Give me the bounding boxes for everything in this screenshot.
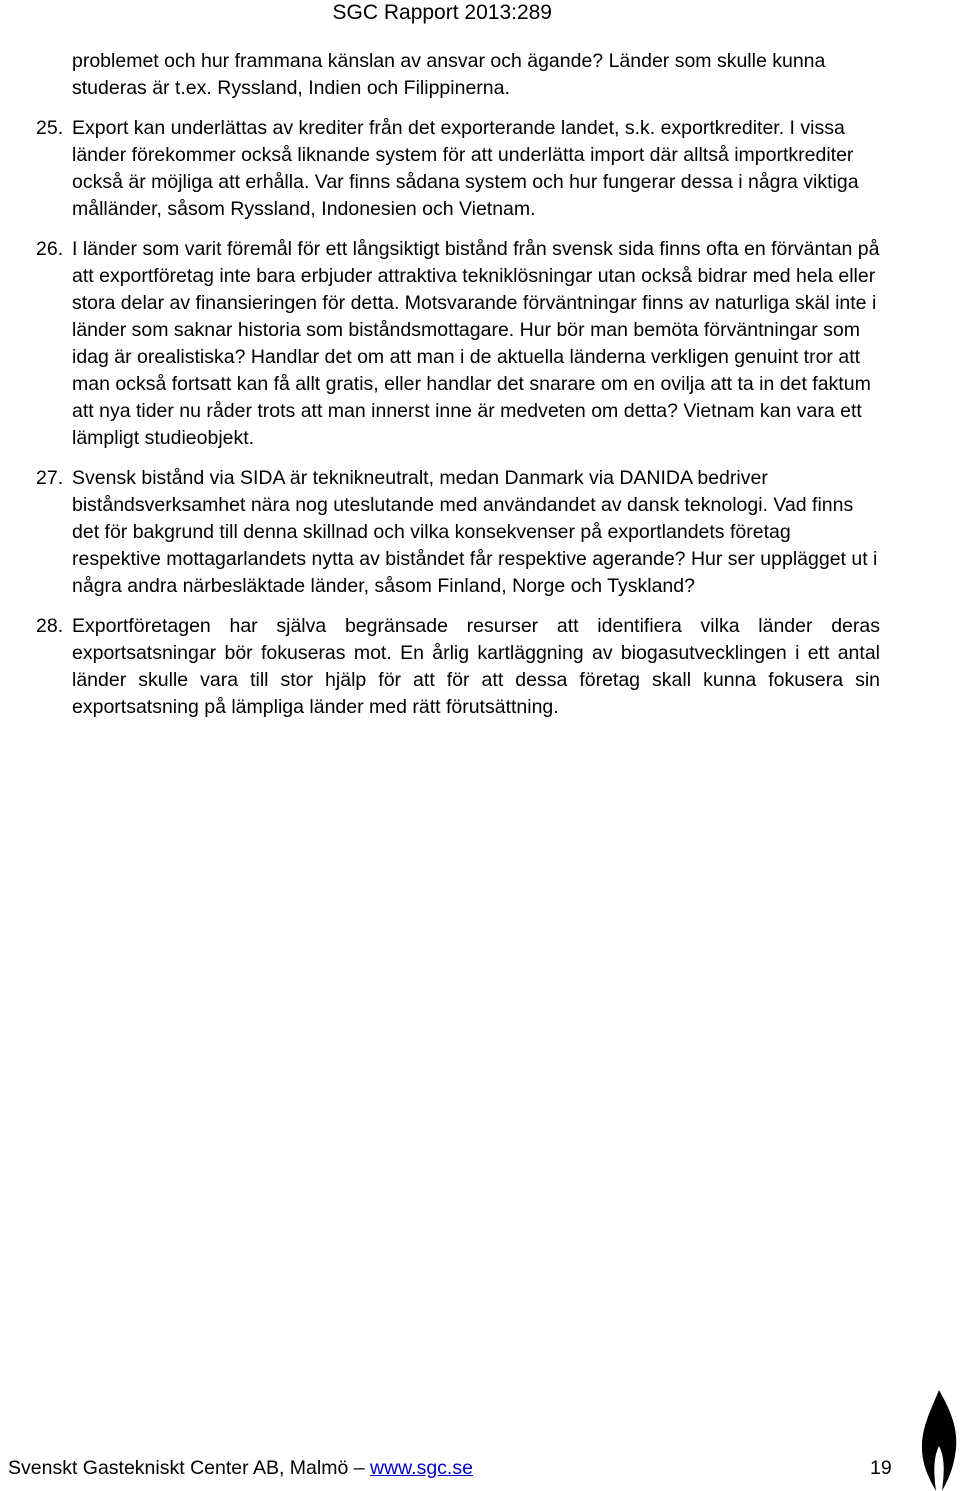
item-number: 27. [36, 467, 64, 489]
intro-paragraph: problemet och hur frammana känslan av ansvar och ägande? Länder som skulle kunna studeras är t.ex. Ryssland, Indien och Filippinerna. [72, 50, 826, 99]
report-header [333, 0, 552, 26]
item-text: Exportföretagen har själva begränsade resurser att identifiera vilka länder deras exportsatsningar bör fokuseras mot. En årlig kartläggning av biogasutvecklingen i ett antal länder skulle vara till stor hjälp för att för att dessa företag skall kunna fokusera sin exportsatsning på lämpliga länder med rätt förutsättning. [72, 615, 880, 718]
item-number: 25. [36, 117, 64, 139]
document-body [0, 48, 880, 734]
flame-logo-icon [918, 1388, 960, 1491]
page-footer [8, 1456, 473, 1480]
report-title: SGC Rapport 2013:289 [332, 1, 552, 24]
item-number: 28. [36, 615, 64, 637]
footer-website-link[interactable]: www.sgc.se [369, 1457, 473, 1479]
list-item-28 [0, 613, 880, 721]
list-item-27 [0, 465, 880, 600]
item-text: I länder som varit föremål för ett långsiktigt bistånd från svensk sida finns ofta en förväntan på att exportföretag inte bara erbjuder attraktiva tekniklösningar utan också bidrar med hela eller stora delar av finansieringen för detta. Motsvarande förväntningar finns av naturliga skäl inte i länder som saknar historia som biståndsmottagare. Hur bör man bemöta förväntningar som idag är orealistiska? Handlar det om att man i de aktuella länderna verkligen genuint tror att man också fortsatt kan få allt gratis, eller handlar det snarare om en ovilja att ta in det faktum att nya tider nu råder trots att man innerst inne är medveten om detta? Vietnam kan vara ett lämpligt studieobjekt. [72, 238, 880, 449]
item-number: 26. [36, 238, 64, 260]
item-text: Export kan underlättas av krediter från det exporterande landet, s.k. exportkrediter. I vissa länder förekommer också liknande system för att underlätta import där alltså importkrediter också är möjliga att erhålla. Var finns sådana system och hur fungerar dessa i några viktiga målländer, såsom Ryssland, Indonesien och Vietnam. [72, 117, 859, 220]
list-item-25 [0, 115, 880, 223]
list-item-26 [0, 236, 880, 452]
item-text: Svensk bistånd via SIDA är teknikneutralt, medan Danmark via DANIDA bedriver biståndsverksamhet nära nog uteslutande med användandet av dansk teknologi. Vad finns det för bakgrund till denna skillnad och vilka konsekvenser på exportlandets företag respektive mottagarlandets nytta av biståndet får respektive agerande? Hur ser upplägget ut i några andra närbesläktade länder, såsom Finland, Norge och Tyskland? [72, 467, 878, 597]
page-number: 19 [870, 1457, 892, 1479]
footer-organization: Svenskt Gastekniskt Center AB, Malmö – [8, 1457, 365, 1479]
